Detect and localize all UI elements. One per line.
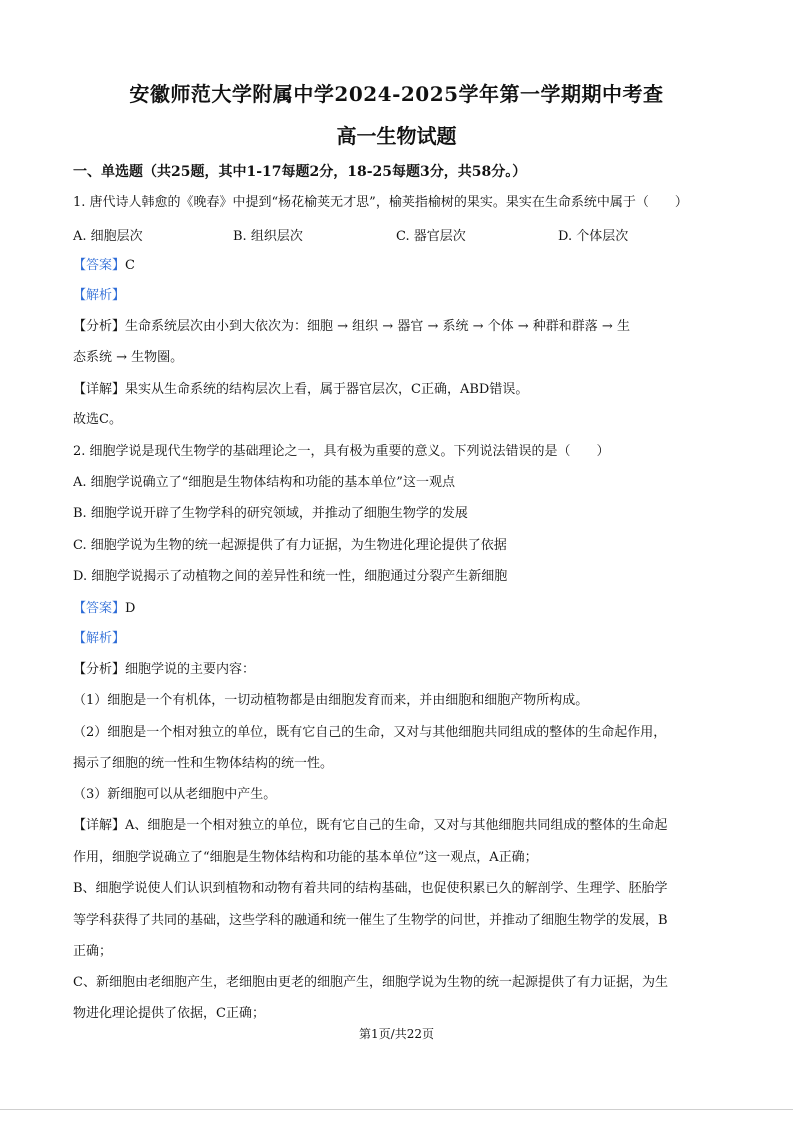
answer-tag: 【答案】 (73, 601, 126, 616)
fenxi-tag: 【分析】 (73, 662, 126, 677)
question-2-detail-a-cont: 作用，细胞学说确立了“细胞是生物体结构和功能的基本单位”这一观点，A正确； (73, 850, 538, 865)
question-2-point-2-cont: 揭示了细胞的统一性和生物体结构的统一性。 (73, 756, 334, 771)
question-1-answer (73, 257, 723, 275)
question-1-option-c: C. 器官层次 (396, 229, 466, 244)
question-2-analysis (73, 661, 723, 679)
question-1-analysis-cont: 态系统 → 生物圈。 (73, 350, 184, 365)
page-divider (0, 1109, 793, 1110)
question-2-stem: 2. 细胞学说是现代生物学的基础理论之一，具有极为重要的意义。下列说法错误的是（ ） (73, 444, 610, 459)
fenxi-tag: 【分析】 (73, 319, 126, 334)
question-1-option-d: D. 个体层次 (558, 229, 629, 244)
question-2-option-c: C. 细胞学说为生物的统一起源提供了有力证据，为生物进化理论提供了依据 (73, 538, 507, 553)
xiangjie-tag: 【详解】 (73, 382, 126, 397)
xiangjie-text: A、细胞是一个相对独立的单位，既有它自己的生命，又对与其他细胞共同组成的整体的生命起 (125, 818, 668, 833)
question-2-option-d: D. 细胞学说揭示了动植物之间的差异性和统一性，细胞通过分裂产生新细胞 (73, 569, 508, 584)
question-2-analysis-tag: 【解析】 (73, 631, 126, 646)
answer-value: D (125, 601, 136, 616)
question-1-conclusion: 故选C。 (73, 412, 122, 427)
question-2-detail-b-end: 正确； (73, 944, 113, 959)
question-2-option-b: B. 细胞学说开辟了生物学科的研究领域，并推动了细胞生物学的发展 (73, 506, 468, 521)
question-1-analysis (73, 318, 723, 336)
question-1-analysis-tag: 【解析】 (73, 288, 126, 303)
question-2-point-2: （2）细胞是一个相对独立的单位，既有它自己的生命，又对与其他细胞共同组成的整体的生命起作用， (73, 725, 667, 740)
question-2-answer (73, 600, 723, 618)
question-2-point-1: （1）细胞是一个有机体，一切动植物都是由细胞发育而来，并由细胞和细胞产物所构成。 (73, 693, 589, 708)
question-1-option-a: A. 细胞层次 (73, 229, 143, 244)
page-title: 安徽师范大学附属中学2024-2025学年第一学期期中考查 (129, 82, 664, 106)
section-heading: 一、单选题（共25题，其中1-17每题2分，18-25每题3分，共58分。） (73, 164, 527, 180)
fenxi-text: 生命系统层次由小到大依次为：细胞 → 组织 → 器官 → 系统 → 个体 → 种群和群落 → 生 (125, 319, 630, 334)
xiangjie-tag: 【详解】 (73, 818, 126, 833)
fenxi-text: 细胞学说的主要内容： (125, 662, 256, 677)
question-2-detail-c: C、新细胞由老细胞产生，老细胞由更老的细胞产生，细胞学说为生物的统一起源提供了有力证据，为生 (73, 975, 668, 990)
question-2-detail-a (73, 817, 723, 835)
question-2-detail-b: B、细胞学说使人们认识到植物和动物有着共同的结构基础，也促使积累已久的解剖学、生理学、胚胎学 (73, 881, 668, 896)
question-2-detail-c-cont: 物进化理论提供了依据，C正确； (73, 1006, 265, 1021)
question-1-stem: 1. 唐代诗人韩愈的《晚春》中提到“杨花榆荚无才思”，榆荚指榆树的果实。果实在生命系统中属于（ ） (73, 195, 688, 210)
answer-tag: 【答案】 (73, 258, 126, 273)
question-1-option-b: B. 组织层次 (233, 229, 303, 244)
question-1-detail (73, 381, 723, 399)
page-footer: 第1页/共22页 (359, 1027, 434, 1041)
xiangjie-text: 果实从生命系统的结构层次上看，属于器官层次，C正确，ABD错误。 (125, 382, 529, 397)
question-2-option-a: A. 细胞学说确立了“细胞是生物体结构和功能的基本单位”这一观点 (73, 475, 455, 490)
answer-value: C (125, 258, 135, 273)
question-2-detail-b-cont: 等学科获得了共同的基础，这些学科的融通和统一催生了生物学的问世，并推动了细胞生物学的发展，B (73, 913, 668, 928)
page-subtitle: 高一生物试题 (336, 124, 457, 148)
question-2-point-3: （3）新细胞可以从老细胞中产生。 (73, 787, 277, 802)
